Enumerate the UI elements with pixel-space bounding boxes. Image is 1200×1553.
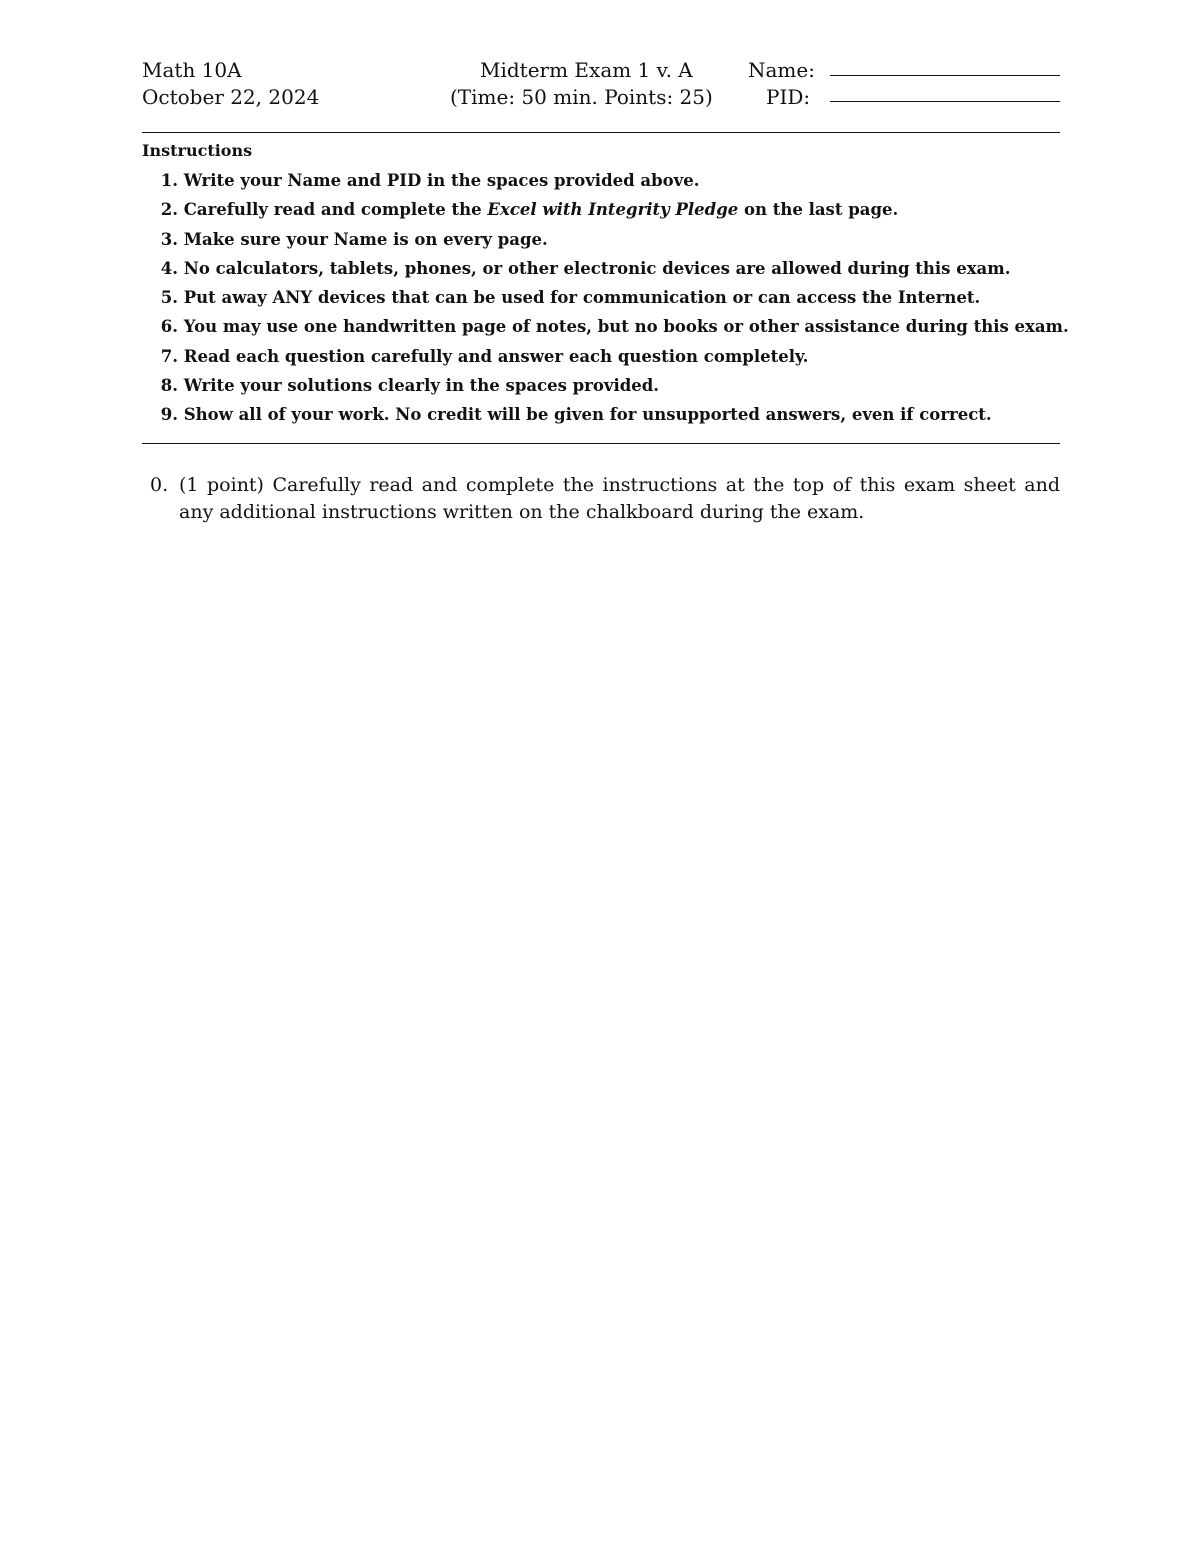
instruction-number: 7. [160,346,178,366]
instruction-item [142,316,1082,345]
header-rule [142,132,1060,133]
question-text: (1 point) Carefully read and complete the instructions at the top of this exam sheet and any additional instructions written on the chalkboard during the exam. [179,474,1060,523]
course-name: Math 10A [142,58,242,82]
name-blank[interactable] [830,75,1060,76]
instruction-item [142,229,1082,258]
exam-meta: (Time: 50 min. Points: 25) [450,85,713,109]
instruction-item [142,287,1082,316]
instructions-list [142,170,1082,434]
exam-title: Midterm Exam 1 v. A [480,58,693,82]
instruction-number: 1. [160,171,178,190]
instruction-text: Write your Name and PID in the spaces provided above. [183,171,700,190]
instruction-item [142,199,1082,228]
pledge-title: Excel with Integrity Pledge [487,200,739,220]
exam-date: October 22, 2024 [142,85,320,109]
instructions-rule [142,443,1060,444]
instructions-heading: Instructions [142,141,253,160]
instruction-item [142,346,1082,375]
pid-blank[interactable] [830,101,1060,102]
instruction-item [142,258,1082,287]
instruction-text: Show all of your work. No credit will be given for unsupported answers, even if correct. [183,405,992,425]
instruction-number: 4. [160,258,178,278]
instruction-text: No calculators, tablets, phones, or other electronic devices are allowed during this exam. [183,258,1011,278]
instruction-item [142,404,1082,433]
instruction-number: 6. [160,317,178,337]
instruction-text: Put away ANY devices that can be used for communication or can access the Internet. [183,288,981,308]
instruction-number: 8. [160,376,178,396]
question-0 [150,472,1060,526]
instruction-text: Make sure your Name is on every page. [183,229,548,249]
instruction-number: 2. [160,200,178,220]
instruction-number: 9. [160,405,178,425]
pid-label: PID: [766,85,811,109]
instruction-number: 5. [160,288,178,308]
instruction-item [142,170,1082,199]
instruction-text: Carefully read and complete the Excel with Integrity Pledge on the last page. [183,200,899,220]
instruction-number: 3. [160,229,178,249]
instruction-text: Read each question carefully and answer each question completely. [183,346,809,366]
instruction-text: You may use one handwritten page of notes, but no books or other assistance during this exam. [183,317,1069,337]
question-number: 0. [150,474,169,496]
instruction-text: Write your solutions clearly in the spaces provided. [183,376,660,396]
name-label: Name: [748,58,815,82]
instruction-item [142,375,1082,404]
